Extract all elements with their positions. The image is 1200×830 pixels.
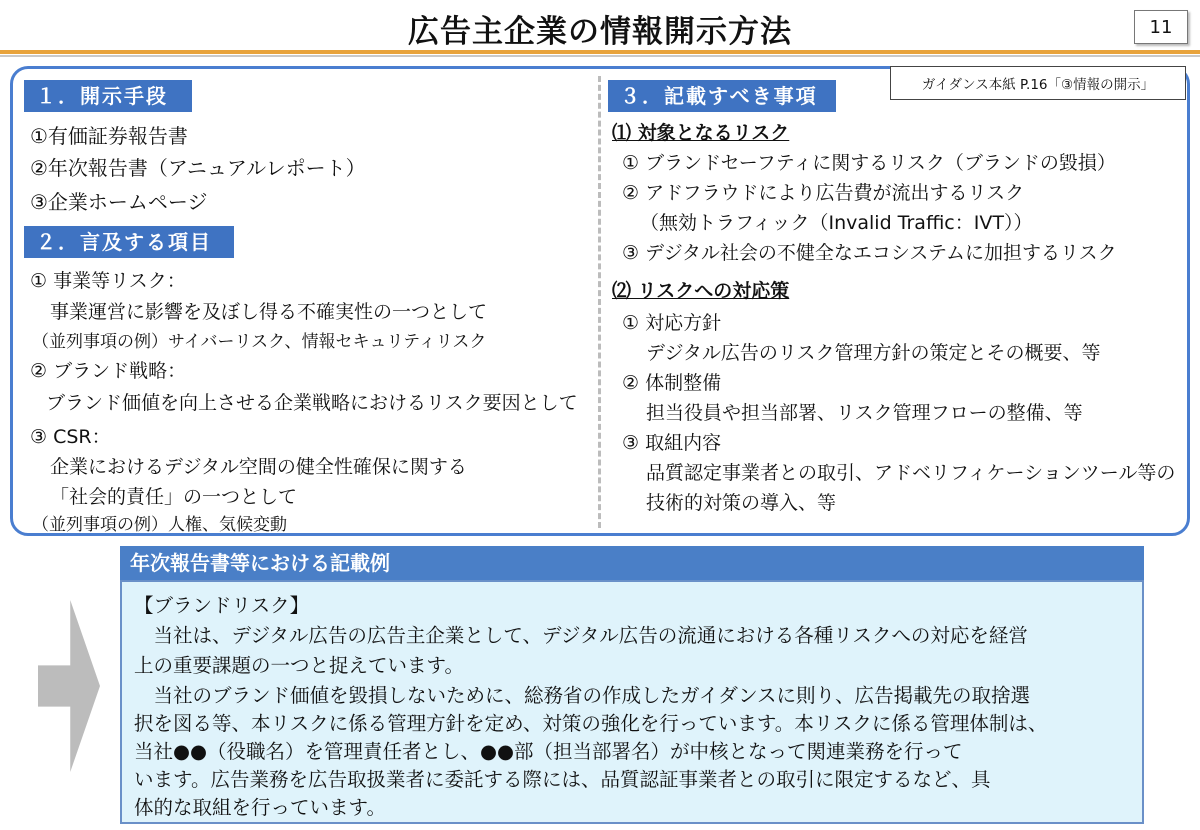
section2-item3-label: ③ CSR： (30, 426, 111, 448)
right-arrow-icon (38, 600, 100, 772)
example-line-6: 当社●●（役職名）を管理責任者とし、●●部（担当部署名）が中核となって関連業務を行って (134, 740, 963, 763)
section3-sub2-line-2: デジタル広告のリスク管理方針の策定とその概要、等 (646, 342, 1101, 364)
example-line-3: 上の重要課題の一つと捉えています。 (134, 654, 464, 677)
section3-sub2-title: ⑵ リスクへの対応策 (612, 280, 790, 302)
example-heading: 年次報告書等における記載例 (120, 546, 1144, 580)
section3-sub2-line-3: ② 体制整備 (622, 372, 722, 394)
section3-sub1-line-3: （無効トラフィック（Invalid Traffic：IVT）） (640, 212, 1033, 234)
section2-item3-text: 企業におけるデジタル空間の健全性確保に関する (50, 456, 467, 478)
section1-item-2: ②年次報告書（アニュアルレポート） (30, 156, 366, 180)
example-line-5: 択を図る等、本リスクに係る管理方針を定め、対策の強化を行っています。本リスクに係る管理体制は、 (134, 712, 1048, 735)
section3-sub2-line-7: 技術的対策の導入、等 (646, 492, 837, 514)
section3-sub2-line-1: ① 対応方針 (622, 312, 722, 334)
section2-item3-text-2: 「社会的責任」の一つとして (50, 486, 298, 508)
section3-sub2-line-6: 品質認定事業者との取引、アドベリフィケーションツール等の (646, 462, 1176, 484)
example-line-4: 当社のブランド価値を毀損しないために、総務省の作成したガイダンスに則り、広告掲載先の取捨選 (134, 684, 1031, 707)
section3-sub1-line-2: ② アドフラウドにより広告費が流出するリスク (622, 182, 1025, 204)
reference-note: ガイダンス本紙 P.16「③情報の開示」 (890, 66, 1186, 100)
example-line-2: 当社は、デジタル広告の広告主企業として、デジタル広告の流通における各種リスクへの対応を経営 (134, 624, 1028, 647)
section1-heading: １．開示手段 (24, 80, 192, 112)
section1-item-3: ③企業ホームページ (30, 190, 208, 214)
section2-item3-examples: （並列事項の例）人権、気候変動 (32, 515, 287, 535)
section3-heading: ３．記載すべき事項 (608, 80, 836, 112)
section3-sub1-title: ⑴ 対象となるリスク (612, 122, 790, 144)
example-line-1: 【ブランドリスク】 (134, 594, 310, 617)
section2-item2-text: ブランド価値を向上させる企業戦略におけるリスク要因として (46, 392, 578, 414)
section3-sub2-line-4: 担当役員や担当部署、リスク管理フローの整備、等 (646, 402, 1083, 424)
example-line-7: います。広告業務を広告取扱業者に委託する際には、品質認証事業者との取引に限定するなど、具 (134, 768, 991, 791)
header-rule-shadow (0, 55, 1200, 57)
section3-sub2-line-5: ③ 取組内容 (622, 432, 722, 454)
section2-item1-examples: （並列事項の例）サイバーリスク、情報セキュリティリスク (32, 332, 487, 352)
section2-item1-text: 事業運営に影響を及ぼし得る不確実性の一つとして (50, 301, 488, 323)
section2-item2-label: ② ブランド戦略： (30, 360, 187, 382)
column-divider (598, 76, 601, 528)
section1-item-1: ①有価証券報告書 (30, 124, 188, 148)
header-rule (0, 50, 1200, 54)
section3-sub1-line-4: ③ デジタル社会の不健全なエコシステムに加担するリスク (622, 242, 1117, 264)
section2-item1-label: ① 事業等リスク： (30, 270, 186, 292)
example-line-8: 体的な取組を行っています。 (134, 796, 386, 819)
page-title: 広告主企業の情報開示方法 (408, 14, 792, 50)
section3-sub1-line-1: ① ブランドセーフティに関するリスク（ブランドの毀損） (622, 152, 1116, 174)
section2-heading: ２．言及する項目 (24, 226, 234, 258)
page-number: 11 (1134, 10, 1188, 44)
